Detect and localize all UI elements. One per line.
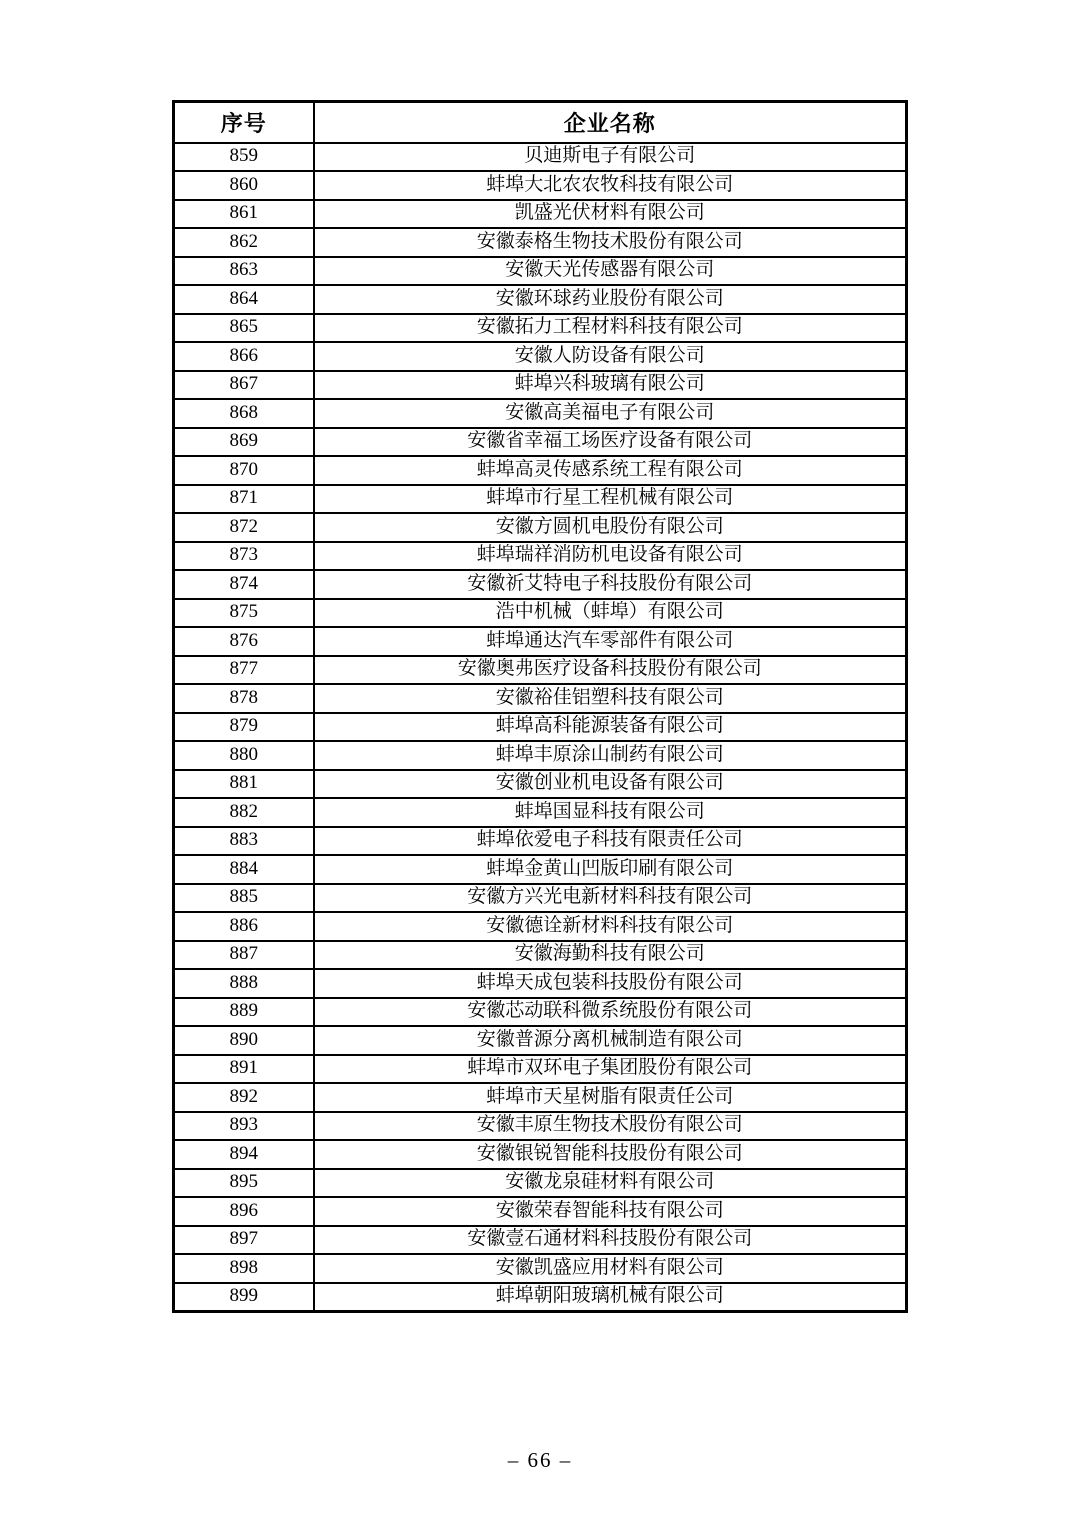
company-name-cell: 安徽荣春智能科技有限公司 (314, 1197, 907, 1226)
table-row (174, 228, 907, 257)
row-index-cell: 867 (174, 371, 314, 400)
row-index-cell: 864 (174, 285, 314, 314)
row-index-cell: 859 (174, 143, 314, 172)
table-row (174, 713, 907, 742)
row-index-cell: 877 (174, 656, 314, 685)
company-name-cell: 蚌埠瑞祥消防机电设备有限公司 (314, 542, 907, 571)
company-name-cell: 安徽芯动联科微系统股份有限公司 (314, 998, 907, 1027)
company-name-cell: 安徽奥弗医疗设备科技股份有限公司 (314, 656, 907, 685)
row-index-cell: 899 (174, 1283, 314, 1312)
row-index-cell: 896 (174, 1197, 314, 1226)
row-index-cell: 872 (174, 513, 314, 542)
company-name-cell: 蚌埠金黄山凹版印刷有限公司 (314, 855, 907, 884)
row-index-cell: 897 (174, 1226, 314, 1255)
table-row (174, 1283, 907, 1312)
table-row (174, 998, 907, 1027)
row-index-cell: 889 (174, 998, 314, 1027)
row-index-cell: 894 (174, 1140, 314, 1169)
table-row (174, 371, 907, 400)
table-row (174, 1254, 907, 1283)
company-name-cell: 蚌埠国显科技有限公司 (314, 798, 907, 827)
row-index-cell: 875 (174, 599, 314, 628)
table-row (174, 827, 907, 856)
table-row (174, 599, 907, 628)
company-name-cell: 安徽海勤科技有限公司 (314, 941, 907, 970)
row-index-cell: 876 (174, 627, 314, 656)
table-row (174, 428, 907, 457)
table-header-row (174, 102, 907, 143)
row-index-cell: 879 (174, 713, 314, 742)
row-index-cell: 890 (174, 1026, 314, 1055)
company-name-cell: 蚌埠丰原涂山制药有限公司 (314, 741, 907, 770)
table-row (174, 855, 907, 884)
row-index-cell: 893 (174, 1112, 314, 1141)
table-row (174, 1169, 907, 1198)
company-name-cell: 蚌埠市行星工程机械有限公司 (314, 485, 907, 514)
row-index-cell: 869 (174, 428, 314, 457)
row-index-cell: 880 (174, 741, 314, 770)
row-index-cell: 860 (174, 171, 314, 200)
table-body (174, 143, 907, 1312)
company-name-cell: 贝迪斯电子有限公司 (314, 143, 907, 172)
company-name-cell: 安徽凯盛应用材料有限公司 (314, 1254, 907, 1283)
row-index-cell: 878 (174, 684, 314, 713)
table-row (174, 656, 907, 685)
company-name-cell: 安徽德诠新材料科技有限公司 (314, 912, 907, 941)
col-header-index: 序号 (174, 102, 314, 143)
table-row (174, 1197, 907, 1226)
company-name-cell: 安徽裕佳铝塑科技有限公司 (314, 684, 907, 713)
row-index-cell: 895 (174, 1169, 314, 1198)
table-row (174, 1083, 907, 1112)
row-index-cell: 891 (174, 1055, 314, 1084)
table-row (174, 456, 907, 485)
row-index-cell: 898 (174, 1254, 314, 1283)
table-row (174, 1055, 907, 1084)
table-row (174, 342, 907, 371)
table-row (174, 513, 907, 542)
company-name-cell: 安徽泰格生物技术股份有限公司 (314, 228, 907, 257)
company-name-cell: 安徽人防设备有限公司 (314, 342, 907, 371)
table-row (174, 969, 907, 998)
row-index-cell: 884 (174, 855, 314, 884)
company-name-cell: 浩中机械（蚌埠）有限公司 (314, 599, 907, 628)
company-name-cell: 安徽环球药业股份有限公司 (314, 285, 907, 314)
row-index-cell: 887 (174, 941, 314, 970)
company-name-cell: 安徽祈艾特电子科技股份有限公司 (314, 570, 907, 599)
table-row (174, 200, 907, 229)
table-row (174, 314, 907, 343)
company-name-cell: 安徽创业机电设备有限公司 (314, 770, 907, 799)
table-row (174, 570, 907, 599)
col-header-company-name: 企业名称 (314, 102, 907, 143)
row-index-cell: 863 (174, 257, 314, 286)
company-name-cell: 安徽普源分离机械制造有限公司 (314, 1026, 907, 1055)
company-name-cell: 蚌埠依爱电子科技有限责任公司 (314, 827, 907, 856)
table-row (174, 627, 907, 656)
company-name-cell: 蚌埠高科能源装备有限公司 (314, 713, 907, 742)
table-row (174, 1226, 907, 1255)
table-row (174, 143, 907, 172)
table-row (174, 257, 907, 286)
table-row (174, 741, 907, 770)
row-index-cell: 886 (174, 912, 314, 941)
row-index-cell: 870 (174, 456, 314, 485)
table-row (174, 285, 907, 314)
company-name-cell: 安徽方兴光电新材料科技有限公司 (314, 884, 907, 913)
row-index-cell: 861 (174, 200, 314, 229)
company-name-cell: 蚌埠市双环电子集团股份有限公司 (314, 1055, 907, 1084)
company-name-cell: 安徽省幸福工场医疗设备有限公司 (314, 428, 907, 457)
company-name-cell: 安徽银锐智能科技股份有限公司 (314, 1140, 907, 1169)
row-index-cell: 866 (174, 342, 314, 371)
row-index-cell: 892 (174, 1083, 314, 1112)
table-row (174, 1140, 907, 1169)
table-row (174, 770, 907, 799)
table-row (174, 884, 907, 913)
table-row (174, 1026, 907, 1055)
row-index-cell: 865 (174, 314, 314, 343)
company-name-cell: 安徽天光传感器有限公司 (314, 257, 907, 286)
table-row (174, 399, 907, 428)
row-index-cell: 888 (174, 969, 314, 998)
row-index-cell: 882 (174, 798, 314, 827)
company-name-cell: 安徽壹石通材料科技股份有限公司 (314, 1226, 907, 1255)
table-row (174, 912, 907, 941)
table-row (174, 1112, 907, 1141)
row-index-cell: 868 (174, 399, 314, 428)
page-number: – 66 – (507, 1448, 573, 1472)
table-row (174, 798, 907, 827)
company-name-cell: 蚌埠高灵传感系统工程有限公司 (314, 456, 907, 485)
company-name-cell: 安徽龙泉硅材料有限公司 (314, 1169, 907, 1198)
row-index-cell: 874 (174, 570, 314, 599)
table-row (174, 485, 907, 514)
company-name-cell: 凯盛光伏材料有限公司 (314, 200, 907, 229)
company-name-cell: 蚌埠市天星树脂有限责任公司 (314, 1083, 907, 1112)
row-index-cell: 881 (174, 770, 314, 799)
company-name-cell: 蚌埠通达汽车零部件有限公司 (314, 627, 907, 656)
company-table (172, 100, 908, 1313)
row-index-cell: 885 (174, 884, 314, 913)
company-name-cell: 蚌埠兴科玻璃有限公司 (314, 371, 907, 400)
row-index-cell: 873 (174, 542, 314, 571)
company-name-cell: 安徽丰原生物技术股份有限公司 (314, 1112, 907, 1141)
company-name-cell: 蚌埠大北农农牧科技有限公司 (314, 171, 907, 200)
table-row (174, 684, 907, 713)
row-index-cell: 883 (174, 827, 314, 856)
table-row (174, 171, 907, 200)
table-row (174, 542, 907, 571)
row-index-cell: 862 (174, 228, 314, 257)
row-index-cell: 871 (174, 485, 314, 514)
company-name-cell: 蚌埠天成包装科技股份有限公司 (314, 969, 907, 998)
company-name-cell: 安徽高美福电子有限公司 (314, 399, 907, 428)
table-row (174, 941, 907, 970)
company-name-cell: 蚌埠朝阳玻璃机械有限公司 (314, 1283, 907, 1312)
company-name-cell: 安徽方圆机电股份有限公司 (314, 513, 907, 542)
company-name-cell: 安徽拓力工程材料科技有限公司 (314, 314, 907, 343)
